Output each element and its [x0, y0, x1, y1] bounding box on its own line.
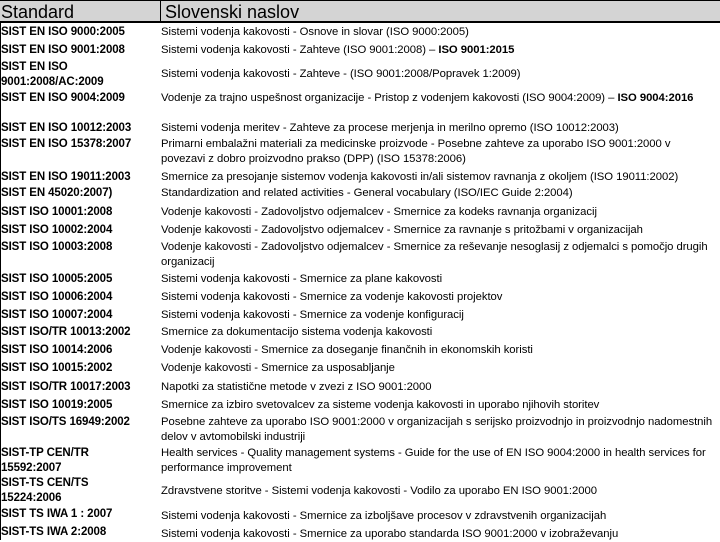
standard-code: SIST-TS CEN/TS 15224:2006	[1, 477, 89, 504]
standard-code: SIST EN ISO 9001:2008	[1, 44, 125, 56]
table-header	[0, 0, 720, 23]
header-title: Slovenski naslov	[165, 2, 300, 22]
standard-code: SIST ISO 10002:2004	[1, 224, 113, 236]
slovenian-title: Sistemi vodenja kakovosti - Zahteve - (ISO 9001:2008/Popravek 1:2009)	[161, 68, 521, 80]
column-divider	[160, 1, 161, 22]
slovenian-title: Sistemi vodenja kakovosti - Zahteve (ISO 9001:2008) – ISO 9001:2015	[161, 44, 515, 56]
slovenian-title: Vodenje kakovosti - Smernice za doseganje finančnih in ekonomskih koristi	[161, 344, 533, 356]
standard-code: SIST ISO 10006:2004	[1, 291, 113, 303]
slovenian-title: Vodenje kakovosti - Zadovoljstvo odjemalcev - Smernice za ravnanje s pritožbami v organizacijah	[161, 224, 643, 236]
standard-code: SIST ISO 10019:2005	[1, 399, 113, 411]
standard-code: SIST EN 45020:2007)	[1, 187, 113, 199]
slovenian-title: Vodenje kakovosti - Smernice za usposabljanje	[161, 362, 395, 374]
standard-code: SIST TS IWA 1 : 2007	[1, 508, 113, 520]
standard-code: SIST ISO/TR 10017:2003	[1, 381, 131, 393]
standard-code: SIST EN ISO 19011:2003	[1, 171, 131, 183]
slovenian-title: Smernice za presojanje sistemov vodenja kakovosti in/ali sistemov ravnanja z okoljem (ISO 19011:2002)	[161, 171, 679, 183]
revision-note: ISO 9004:2016	[617, 92, 694, 104]
standard-code: SIST EN ISO 9000:2005	[1, 26, 125, 38]
standard-code: SIST ISO 10007:2004	[1, 309, 113, 321]
slovenian-title: Posebne zahteve za uporabo ISO 9001:2000 v organizacijah s serijsko proizvodnjo in proizvodnjo nadomestnih delov v avtomobilski industriji	[161, 416, 713, 443]
standard-code: SIST ISO/TS 16949:2002	[1, 416, 130, 428]
standard-code: SIST EN ISO 9001:2008/AC:2009	[1, 61, 104, 88]
slovenian-title: Primarni embalažni materiali za medicinske proizvode - Posebne zahteve za uporabo ISO 9001:2000 v povezavi z dobro proizvodno prakso (DPP) (ISO 15378:2006)	[161, 138, 671, 165]
slovenian-title: Smernice za dokumentacijo sistema vodenja kakovosti	[161, 326, 433, 338]
slovenian-title: Sistemi vodenja meritev - Zahteve za procese merjenja in merilno opremo (ISO 10012:2003)	[161, 122, 619, 134]
standard-code: SIST ISO 10014:2006	[1, 344, 113, 356]
slovenian-title: Vodenje kakovosti - Zadovoljstvo odjemalcev - Smernice za kodeks ravnanja organizacij	[161, 206, 597, 218]
slovenian-title: Zdravstvene storitve - Sistemi vodenja kakovosti - Vodilo za uporabo EN ISO 9001:2000	[161, 485, 597, 497]
standard-code: SIST EN ISO 10012:2003	[1, 122, 132, 134]
slovenian-title: Health services - Quality management systems - Guide for the use of EN ISO 9004:2000 in health services for performance improvement	[161, 447, 706, 474]
slovenian-title: Sistemi vodenja kakovosti - Smernice za vodenje kakovosti projektov	[161, 291, 503, 303]
standard-code: SIST ISO 10015:2002	[1, 362, 113, 374]
header-standard: Standard	[1, 2, 75, 22]
slovenian-title: Sistemi vodenja kakovosti - Smernice za plane kakovosti	[161, 273, 443, 285]
standard-code: SIST-TS IWA 2:2008	[1, 526, 107, 538]
standard-code: SIST EN ISO 15378:2007	[1, 138, 132, 150]
slovenian-title: Sistemi vodenja kakovosti - Smernice za izboljšave procesov v zdravstvenih organizacijah	[161, 510, 607, 522]
standard-code: SIST ISO/TR 10013:2002	[1, 326, 131, 338]
slovenian-title: Sistemi vodenja kakovosti - Smernice za vodenje konfiguracij	[161, 309, 464, 321]
slovenian-title: Sistemi vodenja kakovosti - Osnove in slovar (ISO 9000:2005)	[161, 26, 469, 38]
slovenian-title: Napotki za statistične metode v zvezi z ISO 9001:2000	[161, 381, 432, 393]
standard-code: SIST ISO 10005:2005	[1, 273, 113, 285]
standard-code: SIST ISO 10003:2008	[1, 241, 113, 253]
slovenian-title: Sistemi vodenja kakovosti - Smernice za uporabo standarda ISO 9001:2000 v izobraževanju	[161, 528, 619, 540]
slovenian-title: Vodenje za trajno uspešnost organizacije - Pristop z vodenjem kakovosti (ISO 9004:2009) – ISO 9004:2016	[161, 92, 694, 104]
slovenian-title: Vodenje kakovosti - Zadovoljstvo odjemalcev - Smernice za reševanje nesoglasij z odjemalci s pomočjo drugih organizacij	[161, 241, 708, 268]
revision-note: ISO 9001:2015	[438, 44, 515, 56]
slovenian-title: Smernice za izbiro svetovalcev za sisteme vodenja kakovosti in uporabo njihovih storitev	[161, 399, 600, 411]
standard-code: SIST-TP CEN/TR 15592:2007	[1, 447, 89, 474]
standard-code: SIST ISO 10001:2008	[1, 206, 113, 218]
slovenian-title: Standardization and related activities - General vocabulary (ISO/IEC Guide 2:2004)	[161, 187, 573, 199]
standard-code: SIST EN ISO 9004:2009	[1, 92, 125, 104]
